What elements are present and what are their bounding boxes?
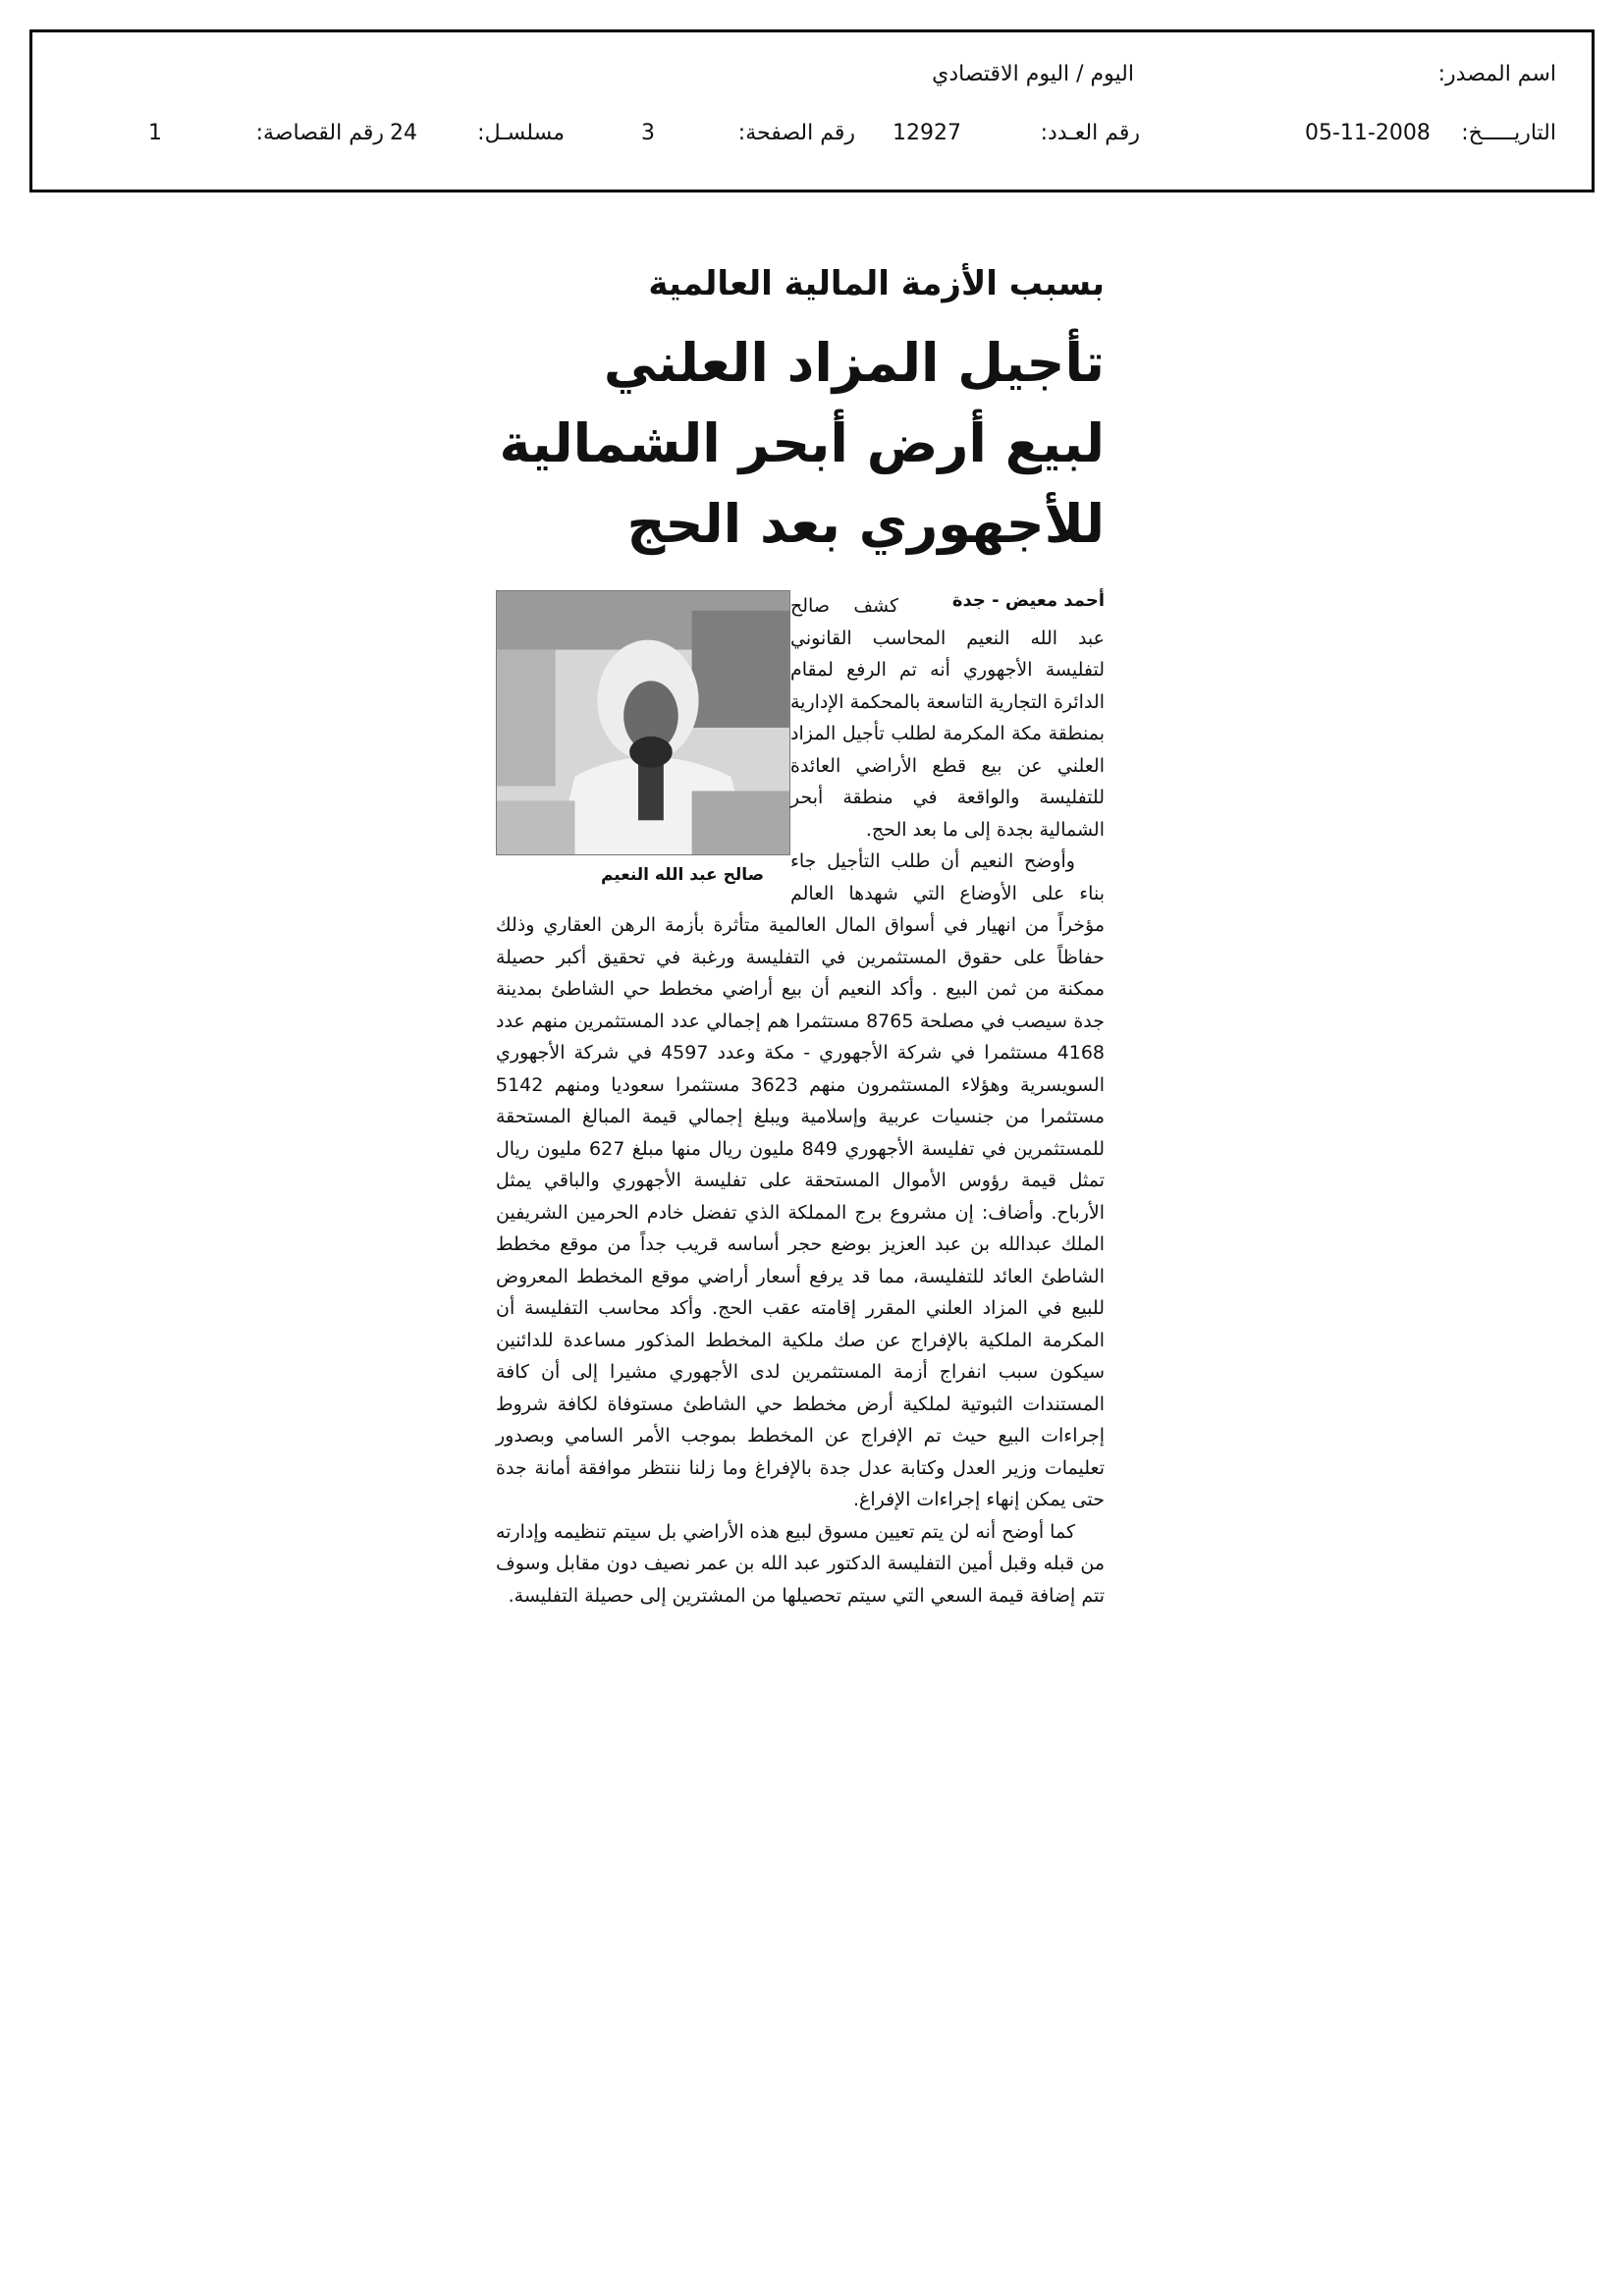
article-paragraph: كما أوضح أنه لن يتم تعيين مسوق لبيع هذه الأراضي بل سيتم تنظيمه وإدارته من قبله وقبل أمين التفليسة الدكتور عبد الله بن عمر نصيف دون مقابل وسوف تتم إضافة قيمة السعي التي سيتم تحصيلها من المشترين إلى حصيلة التفليسة.: [496, 1520, 1105, 1607]
issue-label: رقم العـدد:: [1040, 121, 1140, 145]
page-value: 3: [641, 121, 655, 145]
serial-label: مسلسـل:: [477, 121, 565, 145]
serial-value: 24: [390, 121, 417, 145]
issue-value: 12927: [893, 121, 961, 145]
photo-caption: صالح عبد الله النعيم: [600, 865, 765, 885]
date-value: 05-11-2008: [1305, 121, 1431, 145]
article-paragraph: وأوضح النعيم أن طلب التأجيل جاء بناء على الأوضاع التي شهدها العالم مؤخراً من انهيار في أسواق المال العالمية متأثرة بأزمة الرهن العقاري وذلك حفاظاً على حقوق المستثمرين في التفليسة ورغبة في تحقيق أكبر حصيلة ممكنة من ثمن البيع . وأكد النعيم أن بيع أراضي مخطط حي الشاطئ بمدينة جدة سيصب في مصلحة 8765 مستثمرا هم إجمالي عدد المستثمرين منهم عدد 4168 مستثمرا في شركة الأجهوري - مكة وعدد 4597 في شركة الأجهوري السويسرية وهؤلاء المستثمرون منهم 3623 مستثمرا سعوديا ومنهم 5142 مستثمرا من جنسيات عربية وإسلامية ويبلغ إجمالي قيمة المبالغ المستحقة للمستثمرين في تفليسة الأجهوري 849 مليون ريال منها مبلغ 627 مليون ريال تمثل قيمة رؤوس الأموال المستحقة على تفليسة الأجهوري والباقي يمثل الأرباح. وأضاف: إن مشروع برج المملكة الذي تفضل خادم الحرمين الشريفين الملك عبدالله بن عبد العزيز بوضع حجر أساسه قريب جداً من موقع مخطط الشاطئ العائد للتفليسة، مما قد يرفع أسعار أراضي موقع المخطط المعروض للبيع في المزاد العلني المقرر إقامته عقب الحج. وأكد محاسب التفليسة أن المكرمة الملكية بالإفراج عن صك ملكية المخطط المذكور مساعدة للدائنين سيكون سبب انفراج أزمة المستثمرين لدى الأجهوري مشيرا إلى أن كافة المستندات الثبوتية لملكية أرض مخطط حي الشاطئ مستوفاة لكافة شروط إجراءات البيع حيث تم الإفراج عن المخطط بموجب الأمر السامي وبصدور تعليمات وزير العدل وكتابة عدل جدة بالإفراغ وما زلنا ننتظر موافقة أمانة جدة حتى يمكن إنهاء إجراءات الإفراغ.: [496, 850, 1106, 1510]
source-label: اسم المصدر:: [1437, 62, 1556, 86]
source-value: اليوم / اليوم الاقتصادي: [932, 62, 1134, 86]
portrait-photo: [496, 590, 790, 855]
clipping-header-box: [29, 29, 1595, 192]
article-headline: تأجيل المزاد العلني لبيع أرض أبحر الشمالية للأجهوري بعد الحج: [499, 332, 1105, 555]
clip-value: 1: [148, 121, 162, 145]
article-byline: أحمد معيض - جدة: [951, 590, 1105, 611]
article: [496, 250, 1105, 1612]
date-label: التاريـــــخ:: [1461, 121, 1556, 145]
page-label: رقم الصفحة:: [737, 121, 855, 145]
photo-block: [496, 590, 790, 885]
article-paragraph: كشف صالح عبد الله النعيم المحاسب القانوني لتفليسة الأجهوري أنه تم الرفع لمقام الدائرة التجارية التاسعة بالمحكمة الإدارية بمنطقة مكة المكرمة لطلب تأجيل المزاد العلني عن بيع قطع الأراضي العائدة للتفليسة والواقعة في منطقة أبحر الشمالية بجدة إلى ما بعد الحج.: [790, 595, 1105, 841]
article-kicker: بسبب الأزمة المالية العالمية: [648, 264, 1105, 303]
clip-label: رقم القصاصة:: [255, 121, 384, 145]
